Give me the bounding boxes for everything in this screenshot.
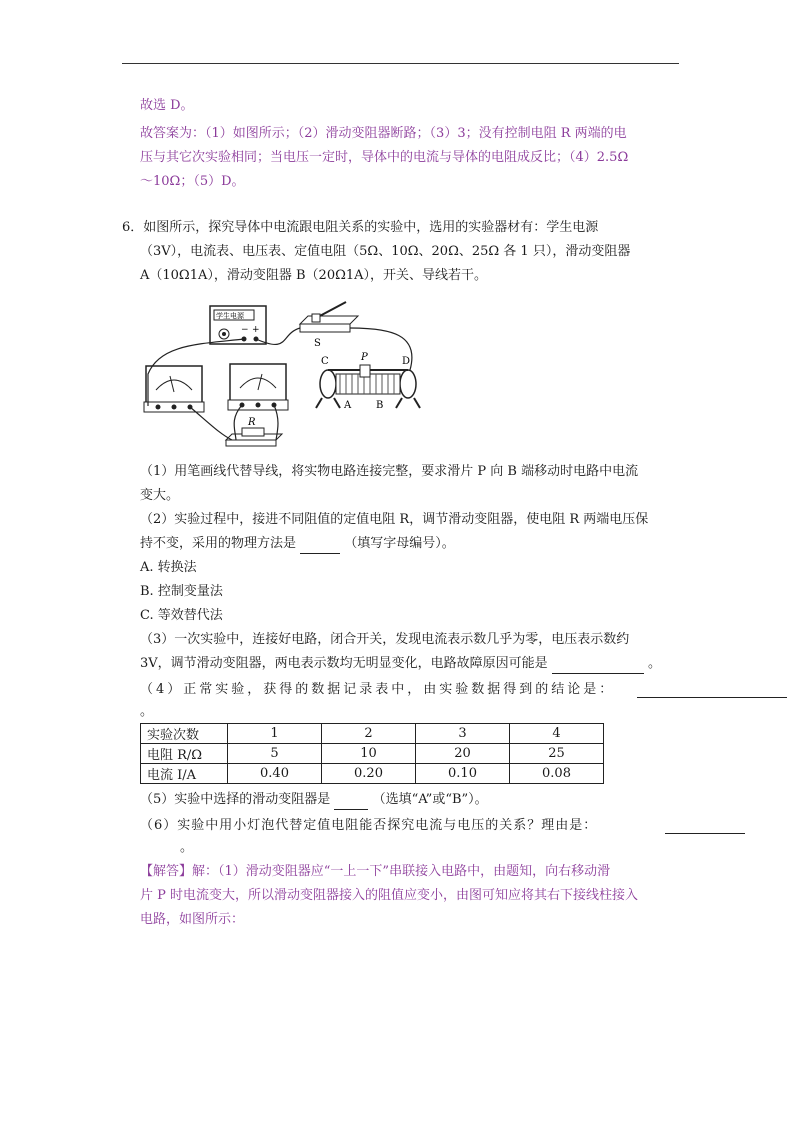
table-cell: 20: [416, 744, 510, 764]
table-cell: 0.08: [510, 764, 604, 784]
q5-line: [140, 790, 488, 810]
q6-answer-blank[interactable]: [665, 819, 745, 834]
terminal-c-label: C: [321, 356, 329, 367]
q2-answer-blank[interactable]: [300, 539, 340, 554]
switch: [300, 302, 358, 349]
q3-line-1: （3）一次实验中，连接好电路，闭合开关，发现电流表示数几乎为零，电压表示数约: [140, 632, 630, 647]
rheostat: [316, 352, 420, 411]
circuit-figure: [140, 294, 426, 454]
data-table: [140, 723, 604, 784]
q5-post: （选填“A”或“B”）。: [372, 792, 488, 807]
table-cell: 电流 I/A: [141, 764, 228, 784]
table-cell: 4: [510, 724, 604, 744]
q4-line-2: 。: [140, 704, 154, 719]
terminal-d-label: D: [402, 356, 411, 367]
q3-line-2-text: 3V，调节滑动变阻器，两电表示数均无明显变化，电路故障原因可能是: [140, 656, 548, 671]
q4-line-1: （4）正常实验，获得的数据记录表中，由实验数据得到的结论是：: [140, 682, 616, 697]
solution-line-2: 片 P 时电流变大，所以滑动变阻器接入的阻值应变小，由图可知应将其右下接线柱接入: [140, 888, 639, 903]
table-cell: 25: [510, 744, 604, 764]
table-cell: 实验次数: [141, 724, 228, 744]
option-c: C. 等效替代法: [140, 608, 223, 623]
answer-choice: 故选 D。: [140, 98, 194, 113]
table-row: [141, 724, 604, 744]
q1-line-2: 变大。: [140, 488, 180, 503]
answer-line-3: ～10Ω；（5）D。: [140, 174, 245, 189]
plus-label: +: [252, 325, 260, 335]
solution-line-1: [140, 862, 610, 882]
table-cell: 0.40: [228, 764, 322, 784]
power-label: 学生电源: [216, 312, 244, 320]
table-cell: 0.20: [322, 764, 416, 784]
table-cell: 1: [228, 724, 322, 744]
q3-line-2-end: 。: [647, 656, 661, 671]
q1-line-1: （1）用笔画线代替导线，将实物电路连接完整，要求滑片 P 向 B 端移动时电路中电流: [140, 464, 639, 479]
resistor-r-label: R: [248, 417, 256, 428]
table-cell: 电阻 R/Ω: [141, 744, 228, 764]
solution-line-3: 电路，如图所示：: [140, 912, 245, 927]
ammeter: [144, 366, 204, 412]
terminal-a-label: A: [344, 400, 352, 411]
q6-line-1: （6）实验中用小灯泡代替定值电阻能否探究电流与电压的关系？理由是：: [140, 818, 598, 833]
q2-line-2-pre: 持不变，采用的物理方法是: [140, 536, 297, 551]
option-a: A. 转换法: [140, 560, 197, 575]
table-cell: 5: [228, 744, 322, 764]
minus-label: −: [241, 325, 249, 335]
header-rule: [122, 63, 679, 64]
answer-line-1: 故答案为：（1）如图所示；（2）滑动变阻器断路；（3）3；没有控制电阻 R 两端的电: [140, 126, 627, 141]
question-stem-3: A（10Ω1A），滑动变阻器 B（20Ω1A），开关、导线若干。: [140, 268, 488, 283]
q6-line-2: 。: [180, 840, 194, 855]
table-row: [141, 744, 604, 764]
q5-answer-blank[interactable]: [334, 795, 368, 810]
table-cell: 3: [416, 724, 510, 744]
switch-label: S: [314, 338, 321, 349]
table-cell: 0.10: [416, 764, 510, 784]
solution-line-1-text: 解：（1）滑动变阻器应“一上一下”串联接入电路中，由题知，向右移动滑: [192, 864, 611, 879]
q4-answer-blank[interactable]: [637, 683, 787, 698]
table-cell: 10: [322, 744, 416, 764]
q2-line-2-post: （填写字母编号）。: [344, 536, 455, 551]
q2-line-1: （2）实验过程中，接进不同阻值的定值电阻 R，调节滑动变阻器，使电阻 R 两端电压保: [140, 512, 649, 527]
option-b: B. 控制变量法: [140, 584, 223, 599]
q2-line-2: [140, 534, 455, 554]
terminal-b-label: B: [376, 400, 384, 411]
power-supply: [210, 306, 266, 344]
voltmeter: [228, 364, 288, 410]
q3-line-2: [140, 654, 661, 674]
q5-pre: （5）实验中选择的滑动变阻器是: [140, 792, 331, 807]
question-stem-2: （3V），电流表、电压表、定值电阻（5Ω、10Ω、20Ω、25Ω 各 1 只），滑动变阻器: [140, 244, 631, 259]
table-cell: 2: [322, 724, 416, 744]
question-stem-1: 6．如图所示，探究导体中电流跟电阻关系的实验中，选用的实验器材有：学生电源: [122, 220, 599, 235]
slider-p-label: P: [361, 352, 368, 363]
q3-answer-blank[interactable]: [552, 659, 644, 674]
solution-tag: 【解答】: [140, 864, 193, 879]
answer-line-2: 压与其它次实验相同；当电压一定时，导体中的电流与导体的电阻成反比；（4）2.5Ω: [140, 150, 629, 165]
table-row: [141, 764, 604, 784]
